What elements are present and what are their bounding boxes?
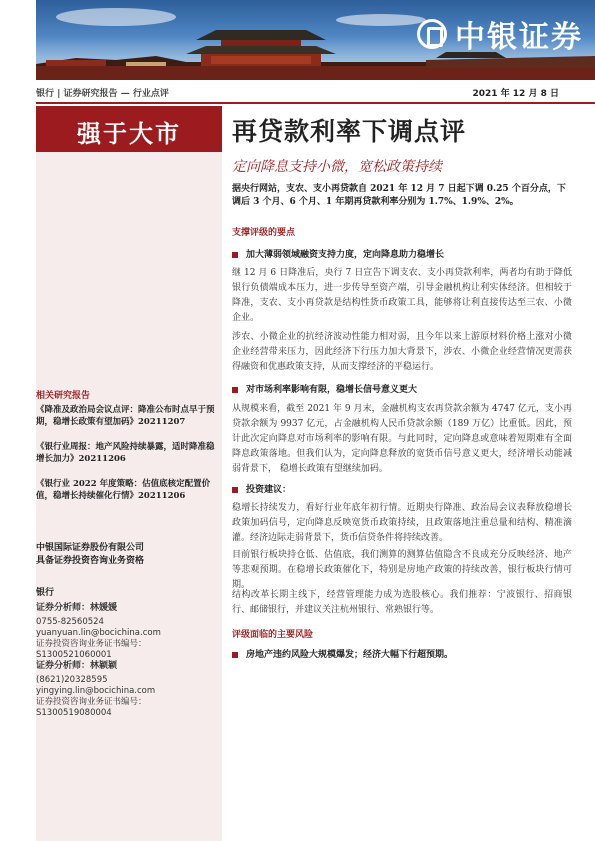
report-info-strip	[36, 84, 595, 104]
analyst-email[interactable]: yingying.lin@bocichina.com	[36, 686, 156, 696]
analyst-phone: 0755-82560524	[36, 617, 104, 627]
related-reports-title: 相关研究报告	[36, 391, 91, 401]
bullet-text: 加大薄弱领域融资支持力度，定向降息助力稳增长	[246, 250, 445, 260]
header-banner	[36, 0, 595, 80]
bullet-square-icon	[232, 652, 238, 658]
analyst-cert: 证券投资咨询业务证书编号：S1300521060001	[36, 639, 147, 660]
company-info	[36, 542, 144, 568]
bullet-square-icon	[232, 387, 238, 393]
company-name: 中银国际证券股份有限公司	[36, 543, 145, 553]
analyst-phone: (8621)20328595	[36, 675, 108, 685]
report-date: 2021 年 12 月 8 日	[472, 89, 559, 99]
summary-paragraph: 据央行网站，支农、支小再贷款自 2021 年 12 月 7 日起下调 0.25 个百分点，下调后 3 个月、6 个月、1 年期再贷款利率分别为 1.7%、1.9%、2%。	[232, 184, 566, 207]
bullet-point	[232, 382, 417, 395]
analyst-email[interactable]: yuanyuan.lin@bocichina.com	[36, 628, 161, 638]
bullet-point	[232, 482, 291, 495]
body-paragraph: 目前银行板块持仓低、估值底，我们测算的测算估值隐含不良成充分反映经济、地产等悲观预期。在稳增长政策催化下，特别是房地产政策的持续改善，银行板块行情可期。	[232, 550, 572, 590]
sector-label: 银行	[36, 588, 55, 598]
body-paragraph: 从规模来看，截至 2021 年 9 月末，金融机构支农再贷款余额为 4747 亿元，支小再贷款余额为 9937 亿元，占金融机构人民币贷款余额（189 万亿）比重低。因此，预计此次定向降息对市场利率的影响有限。与此同时，定向降息或意味着短期难有全面降息政策落地。但我们认为，定向降息释放的宽货币信号意义更大，经济增长动能减弱背景下， 稳增长政策有望继续加码。	[232, 404, 572, 474]
rating-label: 强于大市	[77, 119, 181, 148]
related-report-item[interactable]: 《银行业 2022 年度策略：估值底核定配置价值，稳增长持续催化行情》20211206	[36, 479, 211, 501]
bullet-text: 对市场利率影响有限，稳增长信号意义更大	[246, 385, 418, 395]
analyst-name: 证券分析师：林颖颖	[36, 661, 118, 671]
body-paragraph: 涉农、小微企业的抗经济波动性能力相对弱，且今年以来上游原材料价格上涨对小微企业经营带来压力，因此经济下行压力加大背景下，涉农、小微企业经营情况更需获得融资和优惠政策支持，从而支撑经济的平稳运行。	[232, 332, 572, 372]
bullet-point	[232, 647, 453, 660]
body-paragraph: 稳增长持续发力，看好行业年底年初行情。近期央行降准、政治局会议表释放稳增长政策加码信号，定向降息反映宽货币政策持续，且政策落地注重总量和结构、精准滴灌。经济边际走弱背景下，货币信贷条件将持续改善。	[232, 503, 572, 543]
bullet-text: 房地产违约风险大规模爆发；经济大幅下行超预期。	[246, 650, 454, 660]
body-paragraph: 继 12 月 6 日降准后，央行 7 日宣告下调支农、支小再贷款利率，两者均有助于降低银行负债端成本压力，进一步传导至资产端，引导金融机构让利实体经济。但相较于降准，支农、支小再贷款是结构性货币政策工具，能够将让利直接传达至三农、小微企业。	[232, 268, 572, 323]
brand-logo	[417, 12, 583, 56]
company-qualification: 具备证券投资咨询业务资格	[36, 556, 145, 566]
analyst-cert: 证券投资咨询业务证书编号：S1300519080004	[36, 697, 147, 718]
bullet-square-icon	[232, 252, 238, 258]
bullet-text: 投资建议：	[246, 485, 292, 495]
risk-heading: 评级面临的主要风险	[232, 630, 314, 640]
report-title: 再贷款利率下调点评	[232, 117, 467, 146]
report-subtitle: 定向降息支持小微，宽松政策持续	[232, 159, 442, 175]
sidebar	[36, 106, 222, 841]
analyst-name: 证券分析师：林媛媛	[36, 603, 118, 613]
support-points-heading: 支撑评级的要点	[232, 228, 296, 238]
breadcrumb: 银行 | 证券研究报告 — 行业点评	[36, 89, 169, 99]
body-paragraph: 结构改革长期主线下，经营管理能力成为选股核心。我们推荐：宁波银行、招商银行、邮储银行，并建议关注杭州银行、常熟银行等。	[232, 590, 572, 615]
rating-box	[36, 106, 222, 152]
related-report-item[interactable]: 《银行业周报：地产风险持续暴露，适时降准稳增长加力》20211206	[36, 442, 215, 464]
bullet-square-icon	[232, 487, 238, 493]
logo-text: 中银证券	[455, 20, 583, 55]
related-report-item[interactable]: 《降准及政治局会议点评：降准公布时点早于预期，稳增长政策有望加码》20211207	[36, 405, 215, 427]
bank-logo-icon	[417, 19, 447, 49]
bullet-point	[232, 247, 444, 260]
